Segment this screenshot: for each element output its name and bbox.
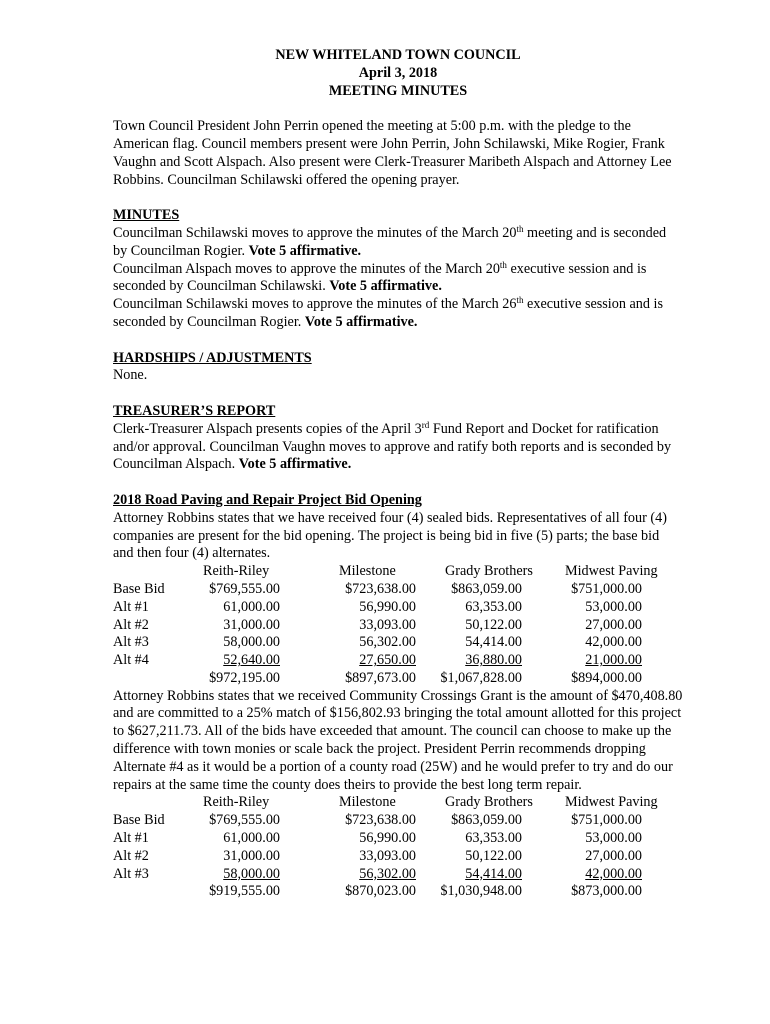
table-row	[113, 634, 683, 652]
cell: 56,302.00	[359, 634, 416, 651]
cell: 63,353.00	[465, 830, 522, 847]
row-label: Alt #2	[113, 616, 149, 633]
cell: 63,353.00	[465, 598, 522, 615]
cell: 33,093.00	[359, 616, 416, 633]
cell: 31,000.00	[223, 616, 280, 633]
vote-result: Vote 5 affirmative.	[329, 278, 442, 295]
hardships-section	[113, 350, 683, 386]
column-header: Midwest Paving	[565, 794, 658, 811]
cell: 58,000.00	[223, 865, 280, 882]
row-label: Base Bid	[113, 580, 165, 597]
cell: 27,650.00	[359, 652, 416, 669]
meeting-date: April 3, 2018	[358, 64, 438, 81]
table-row	[113, 581, 683, 599]
cell: 56,990.00	[359, 830, 416, 847]
document-header	[113, 47, 683, 100]
vote-result: Vote 5 affirmative.	[248, 242, 362, 259]
cell: $723,638.00	[345, 580, 416, 597]
intro-paragraph: Town Council President John Perrin opened the meeting at 5:00 p.m. with the pledge to the American flag. Council members present were John Perrin, John Schilawski, Mike Rogier, Frank Vaughn and Scott Alspach. Also present were Clerk-Treasurer Maribeth Alspach and Attorney Lee Robbins. Councilman Schilawski offered the opening prayer.	[113, 118, 672, 188]
paving-text-1: Attorney Robbins states that we have received four (4) sealed bids. Representatives of all four (4) companies are present for the bid opening. The project is being bid in five (5) parts; the base bid and then four (4) alternates.	[113, 509, 667, 562]
bid-table-2	[113, 794, 683, 901]
paving-text-2: Attorney Robbins states that we received Community Crossings Grant is the amount of $470,408.80 and are committed to a 25% match of $156,802.93 bringing the total amount allotted for this project to $627,211.73. All of the bids have exceeded that amount. The council can choose to make up the difference with town monies or scale back the project. President Perrin recommends dropping Alternate #4 as it would be a portion of a county road (25W) and he would prefer to try and do our repairs at the same time the county does theirs to provide the best long term repair.	[113, 687, 683, 793]
column-header: Midwest Paving	[565, 563, 658, 580]
treasurer-text: Clerk-Treasurer Alspach presents copies of the April 3rd Fund Report and Docket for ratification and/or approval. Councilman Vaughn moves to approve and ratify both reports and is seconded by Councilman Alspach. Vote 5 affirmative.	[113, 419, 672, 473]
cell: 31,000.00	[223, 847, 280, 864]
cell: 21,000.00	[585, 652, 642, 669]
bid-table-1	[113, 563, 683, 688]
column-header: Grady Brothers	[445, 563, 533, 580]
table-row	[113, 652, 683, 670]
table-total-row	[113, 883, 683, 901]
total-cell: $873,000.00	[571, 883, 642, 900]
cell: $751,000.00	[571, 580, 642, 597]
table-row	[113, 848, 683, 866]
minutes-motion-1: Councilman Schilawski moves to approve the minutes of the March 20th meeting and is seconded by Councilman Rogier. Vote 5 affirmative.	[113, 223, 667, 259]
treasurer-heading: TREASURER’S REPORT	[113, 402, 276, 419]
table-header-row	[113, 563, 683, 581]
paving-section	[113, 492, 683, 901]
table-total-row	[113, 670, 683, 688]
row-label: Alt #2	[113, 847, 149, 864]
hardships-heading: HARDSHIPS / ADJUSTMENTS	[113, 349, 312, 366]
cell: 33,093.00	[359, 847, 416, 864]
row-label: Alt #4	[113, 652, 149, 669]
cell: $863,059.00	[451, 580, 522, 597]
cell: 53,000.00	[585, 598, 642, 615]
cell: $863,059.00	[451, 812, 522, 829]
table-row	[113, 830, 683, 848]
cell: 61,000.00	[223, 830, 280, 847]
table-row	[113, 599, 683, 617]
cell: 61,000.00	[223, 598, 280, 615]
cell: 42,000.00	[585, 634, 642, 651]
treasurer-section	[113, 403, 683, 474]
table-row	[113, 812, 683, 830]
cell: $751,000.00	[571, 812, 642, 829]
cell: 27,000.00	[585, 616, 642, 633]
minutes-motion-2: Councilman Alspach moves to approve the minutes of the March 20th executive session and is seconded by Councilman Schilawski. Vote 5 affirmative.	[113, 259, 647, 295]
document-title: MEETING MINUTES	[328, 82, 468, 99]
cell: 58,000.00	[223, 634, 280, 651]
cell: 56,990.00	[359, 598, 416, 615]
cell: 56,302.00	[359, 865, 416, 882]
total-cell: $1,067,828.00	[440, 669, 522, 686]
cell: 42,000.00	[585, 865, 642, 882]
minutes-motion-3: Councilman Schilawski moves to approve the minutes of the March 26th executive session and is seconded by Councilman Rogier. Vote 5 affirmative.	[113, 295, 663, 330]
column-header: Reith-Riley	[203, 794, 270, 811]
minutes-section	[113, 207, 683, 332]
cell: $723,638.00	[345, 812, 416, 829]
vote-result: Vote 5 affirmative.	[304, 313, 418, 330]
hardships-text: None.	[113, 367, 148, 384]
minutes-heading: MINUTES	[113, 207, 180, 224]
table-row	[113, 866, 683, 884]
cell: 36,880.00	[465, 652, 522, 669]
row-label: Alt #3	[113, 634, 149, 651]
table-row	[113, 617, 683, 635]
cell: 50,122.00	[465, 616, 522, 633]
column-header: Grady Brothers	[445, 794, 533, 811]
row-label: Base Bid	[113, 812, 165, 829]
column-header: Milestone	[339, 563, 396, 580]
vote-result: Vote 5 affirmative.	[238, 456, 352, 473]
cell: 54,414.00	[465, 634, 522, 651]
cell: $769,555.00	[209, 580, 280, 597]
total-cell: $897,673.00	[345, 669, 416, 686]
row-label: Alt #3	[113, 865, 149, 882]
cell: $769,555.00	[209, 812, 280, 829]
paving-heading: 2018 Road Paving and Repair Project Bid Opening	[113, 491, 422, 508]
total-cell: $919,555.00	[209, 883, 280, 900]
column-header: Reith-Riley	[203, 563, 270, 580]
row-label: Alt #1	[113, 830, 149, 847]
cell: 27,000.00	[585, 847, 642, 864]
total-cell: $894,000.00	[571, 669, 642, 686]
cell: 52,640.00	[223, 652, 280, 669]
document-page	[113, 47, 683, 901]
cell: 54,414.00	[465, 865, 522, 882]
total-cell: $870,023.00	[345, 883, 416, 900]
column-header: Milestone	[339, 794, 396, 811]
table-header-row	[113, 794, 683, 812]
council-name: NEW WHITELAND TOWN COUNCIL	[275, 47, 521, 63]
row-label: Alt #1	[113, 598, 149, 615]
cell: 50,122.00	[465, 847, 522, 864]
cell: 53,000.00	[585, 830, 642, 847]
total-cell: $1,030,948.00	[440, 883, 522, 900]
total-cell: $972,195.00	[209, 669, 280, 686]
